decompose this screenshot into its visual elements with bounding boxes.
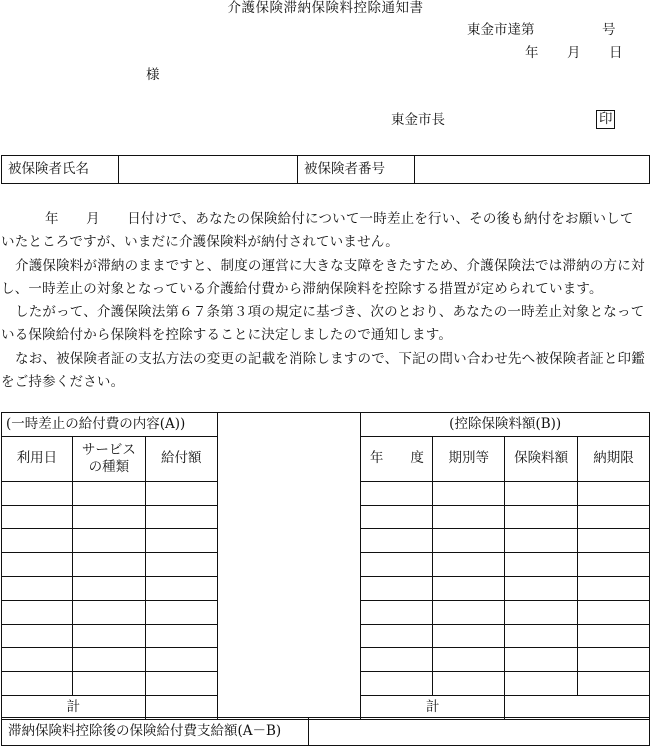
notice-paragraph: なお、被保険者証の支払方法の変更の記載を消除しますので、下記の問い合わせ先へ被保険者証と印鑑をご持参ください。: [1, 350, 645, 391]
table-b-cell[interactable]: [578, 672, 650, 696]
notice-paragraph: 介護保険料が滞納のままですと、制度の運営に大きな支障をきたすため、介護保険法では滞納の方に対し、一時差止の対象となっている介護給付費から滞納保険料を控除する措置が定められています。: [1, 257, 645, 297]
table-a-cell[interactable]: [145, 672, 217, 696]
table-a-header-amount: 給付額: [145, 436, 217, 481]
seal-mark: 印: [596, 110, 615, 129]
table-b-cell[interactable]: [361, 672, 433, 696]
table-b-cell[interactable]: [361, 624, 433, 648]
table-b-cell[interactable]: [433, 553, 505, 577]
table-b-cell[interactable]: [578, 529, 650, 553]
table-a-cell[interactable]: [2, 600, 73, 624]
table-b-cell[interactable]: [361, 481, 433, 505]
table-b-total-label: 計: [361, 695, 505, 719]
table-b-cell[interactable]: [505, 600, 578, 624]
table-b-cell[interactable]: [578, 553, 650, 577]
document-number: 東金市達第 号: [467, 22, 616, 38]
table-b-cell[interactable]: [578, 624, 650, 648]
table-a-header-service: サービスの種類: [72, 436, 145, 481]
table-a-cell[interactable]: [145, 529, 217, 553]
table-a-cell[interactable]: [72, 576, 145, 600]
table-a-cell[interactable]: [2, 529, 73, 553]
table-a-cell[interactable]: [2, 672, 73, 696]
table-b-header-year: 年 度: [361, 436, 433, 481]
table-b-cell[interactable]: [505, 576, 578, 600]
table-b-cell[interactable]: [361, 600, 433, 624]
table-b-header-premium: 保険料額: [505, 436, 578, 481]
table-a-cell[interactable]: [2, 576, 73, 600]
table-b-cell[interactable]: [505, 505, 578, 529]
deduction-table: [1, 412, 650, 720]
table-a-cell[interactable]: [72, 553, 145, 577]
table-a-total-value[interactable]: [145, 695, 217, 719]
table-b-cell[interactable]: [578, 505, 650, 529]
table-b-title: (控除保険料額(B)): [361, 413, 650, 437]
addressee-suffix: 様: [146, 67, 160, 83]
summary-label: 滞納保険料控除後の保険給付費支給額(A－B): [2, 718, 309, 746]
notice-paragraph: 年 月 日付けで、あなたの保険給付について一時差止を行い、その後も納付をお願いしていたところですが、いまだに介護保険料が納付されていません。: [1, 211, 634, 251]
summary-table: [1, 717, 650, 746]
table-a-total-label: 計: [2, 695, 146, 719]
table-a-cell[interactable]: [145, 576, 217, 600]
table-b-cell[interactable]: [505, 648, 578, 672]
table-b-cell[interactable]: [433, 529, 505, 553]
table-a-cell[interactable]: [145, 648, 217, 672]
table-b-cell[interactable]: [361, 529, 433, 553]
table-b-cell[interactable]: [505, 481, 578, 505]
table-a-cell[interactable]: [145, 553, 217, 577]
summary-value[interactable]: [309, 718, 650, 746]
table-b-cell[interactable]: [433, 576, 505, 600]
table-b-cell[interactable]: [505, 553, 578, 577]
table-a-cell[interactable]: [2, 505, 73, 529]
insured-info-table: [1, 155, 650, 184]
table-b-cell[interactable]: [361, 553, 433, 577]
table-a-cell[interactable]: [2, 624, 73, 648]
table-a-cell[interactable]: [2, 648, 73, 672]
table-b-cell[interactable]: [433, 600, 505, 624]
table-a-cell[interactable]: [2, 553, 73, 577]
table-b-cell[interactable]: [433, 481, 505, 505]
table-b-cell[interactable]: [361, 505, 433, 529]
document-title: 介護保険滞納保険料控除通知書: [227, 0, 424, 16]
table-b-cell[interactable]: [505, 624, 578, 648]
table-a-header-date: 利用日: [2, 436, 73, 481]
table-a-cell[interactable]: [72, 529, 145, 553]
issuer-name: 東金市長: [391, 112, 445, 128]
document-date: 年 月 日: [525, 45, 623, 61]
table-b-cell[interactable]: [361, 648, 433, 672]
table-a-cell[interactable]: [72, 505, 145, 529]
table-a-cell[interactable]: [72, 624, 145, 648]
insured-number-label: 被保険者番号: [298, 156, 415, 184]
table-a-cell[interactable]: [72, 672, 145, 696]
table-b-cell[interactable]: [578, 600, 650, 624]
table-a-cell[interactable]: [145, 624, 217, 648]
table-b-cell[interactable]: [433, 672, 505, 696]
table-a-cell[interactable]: [72, 648, 145, 672]
insured-number-field[interactable]: [415, 156, 650, 184]
table-b-total-value[interactable]: [505, 695, 650, 719]
notice-paragraph: したがって、介護保険法第６７条第３項の規定に基づき、次のとおり、あなたの一時差止対象となっている保険給付から保険料を控除することに決定しましたので通知します。: [1, 304, 645, 344]
table-b-cell[interactable]: [433, 624, 505, 648]
table-b-cell[interactable]: [361, 576, 433, 600]
table-b-header-period: 期別等: [433, 436, 505, 481]
table-b-cell[interactable]: [505, 529, 578, 553]
table-b-cell[interactable]: [505, 672, 578, 696]
insured-name-field[interactable]: [119, 156, 298, 184]
table-b-cell[interactable]: [433, 648, 505, 672]
table-b-cell[interactable]: [578, 576, 650, 600]
table-b-cell[interactable]: [433, 505, 505, 529]
notice-body: [1, 208, 647, 394]
table-a-cell[interactable]: [72, 481, 145, 505]
table-a-cell[interactable]: [145, 481, 217, 505]
table-a-cell[interactable]: [145, 505, 217, 529]
table-gap: [217, 413, 361, 720]
table-a-cell[interactable]: [72, 600, 145, 624]
table-b-cell[interactable]: [578, 481, 650, 505]
table-b-cell[interactable]: [578, 648, 650, 672]
insured-name-label: 被保険者氏名: [2, 156, 119, 184]
table-a-cell[interactable]: [145, 600, 217, 624]
table-b-header-due: 納期限: [578, 436, 650, 481]
table-a-cell[interactable]: [2, 481, 73, 505]
table-a-title: (一時差止の給付費の内容(A)): [2, 413, 218, 437]
